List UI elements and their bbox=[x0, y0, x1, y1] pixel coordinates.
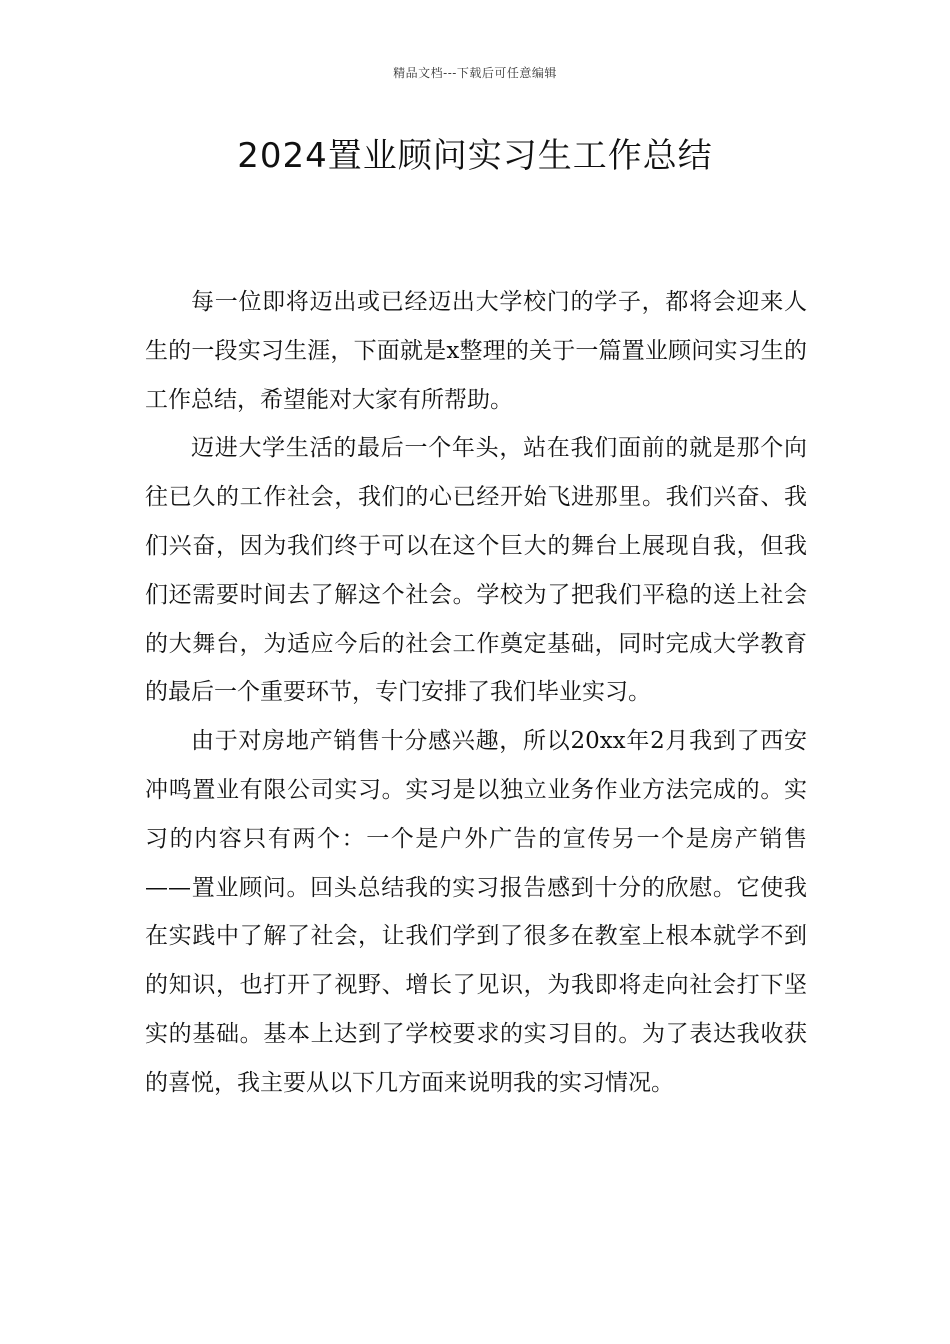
document-body bbox=[145, 278, 807, 1108]
document-title: 2024置业顾问实习生工作总结 bbox=[237, 136, 713, 176]
paragraph-intro: 每一位即将迈出或已经迈出大学校门的学子，都将会迎来人生的一段实习生涯，下面就是x整理的关于一篇置业顾问实习生的工作总结，希望能对大家有所帮助。 bbox=[145, 289, 807, 413]
page-header-note: 精品文档---下载后可任意编辑 bbox=[393, 66, 557, 80]
paragraph-background: 迈进大学生活的最后一个年头，站在我们面前的就是那个向往已久的工作社会，我们的心已经开始飞进那里。我们兴奋、我们兴奋，因为我们终于可以在这个巨大的舞台上展现自我，但我们还需要时间去了解这个社会。学校为了把我们平稳的送上社会的大舞台，为适应今后的社会工作奠定基础，同时完成大学教育的最后一个重要环节，专门安排了我们毕业实习。 bbox=[145, 435, 807, 706]
paragraph-internship: 由于对房地产销售十分感兴趣，所以20xx年2月我到了西安冲鸣置业有限公司实习。实习是以独立业务作业方法完成的。实习的内容只有两个：一个是户外广告的宣传另一个是房产销售——置业顾问。回头总结我的实习报告感到十分的欣慰。它使我在实践中了解了社会，让我们学到了很多在教室上根本就学不到的知识，也打开了视野、增长了见识，为我即将走向社会打下坚实的基础。基本上达到了学校要求的实习目的。为了表达我收获的喜悦，我主要从以下几方面来说明我的实习情况。 bbox=[145, 728, 807, 1096]
